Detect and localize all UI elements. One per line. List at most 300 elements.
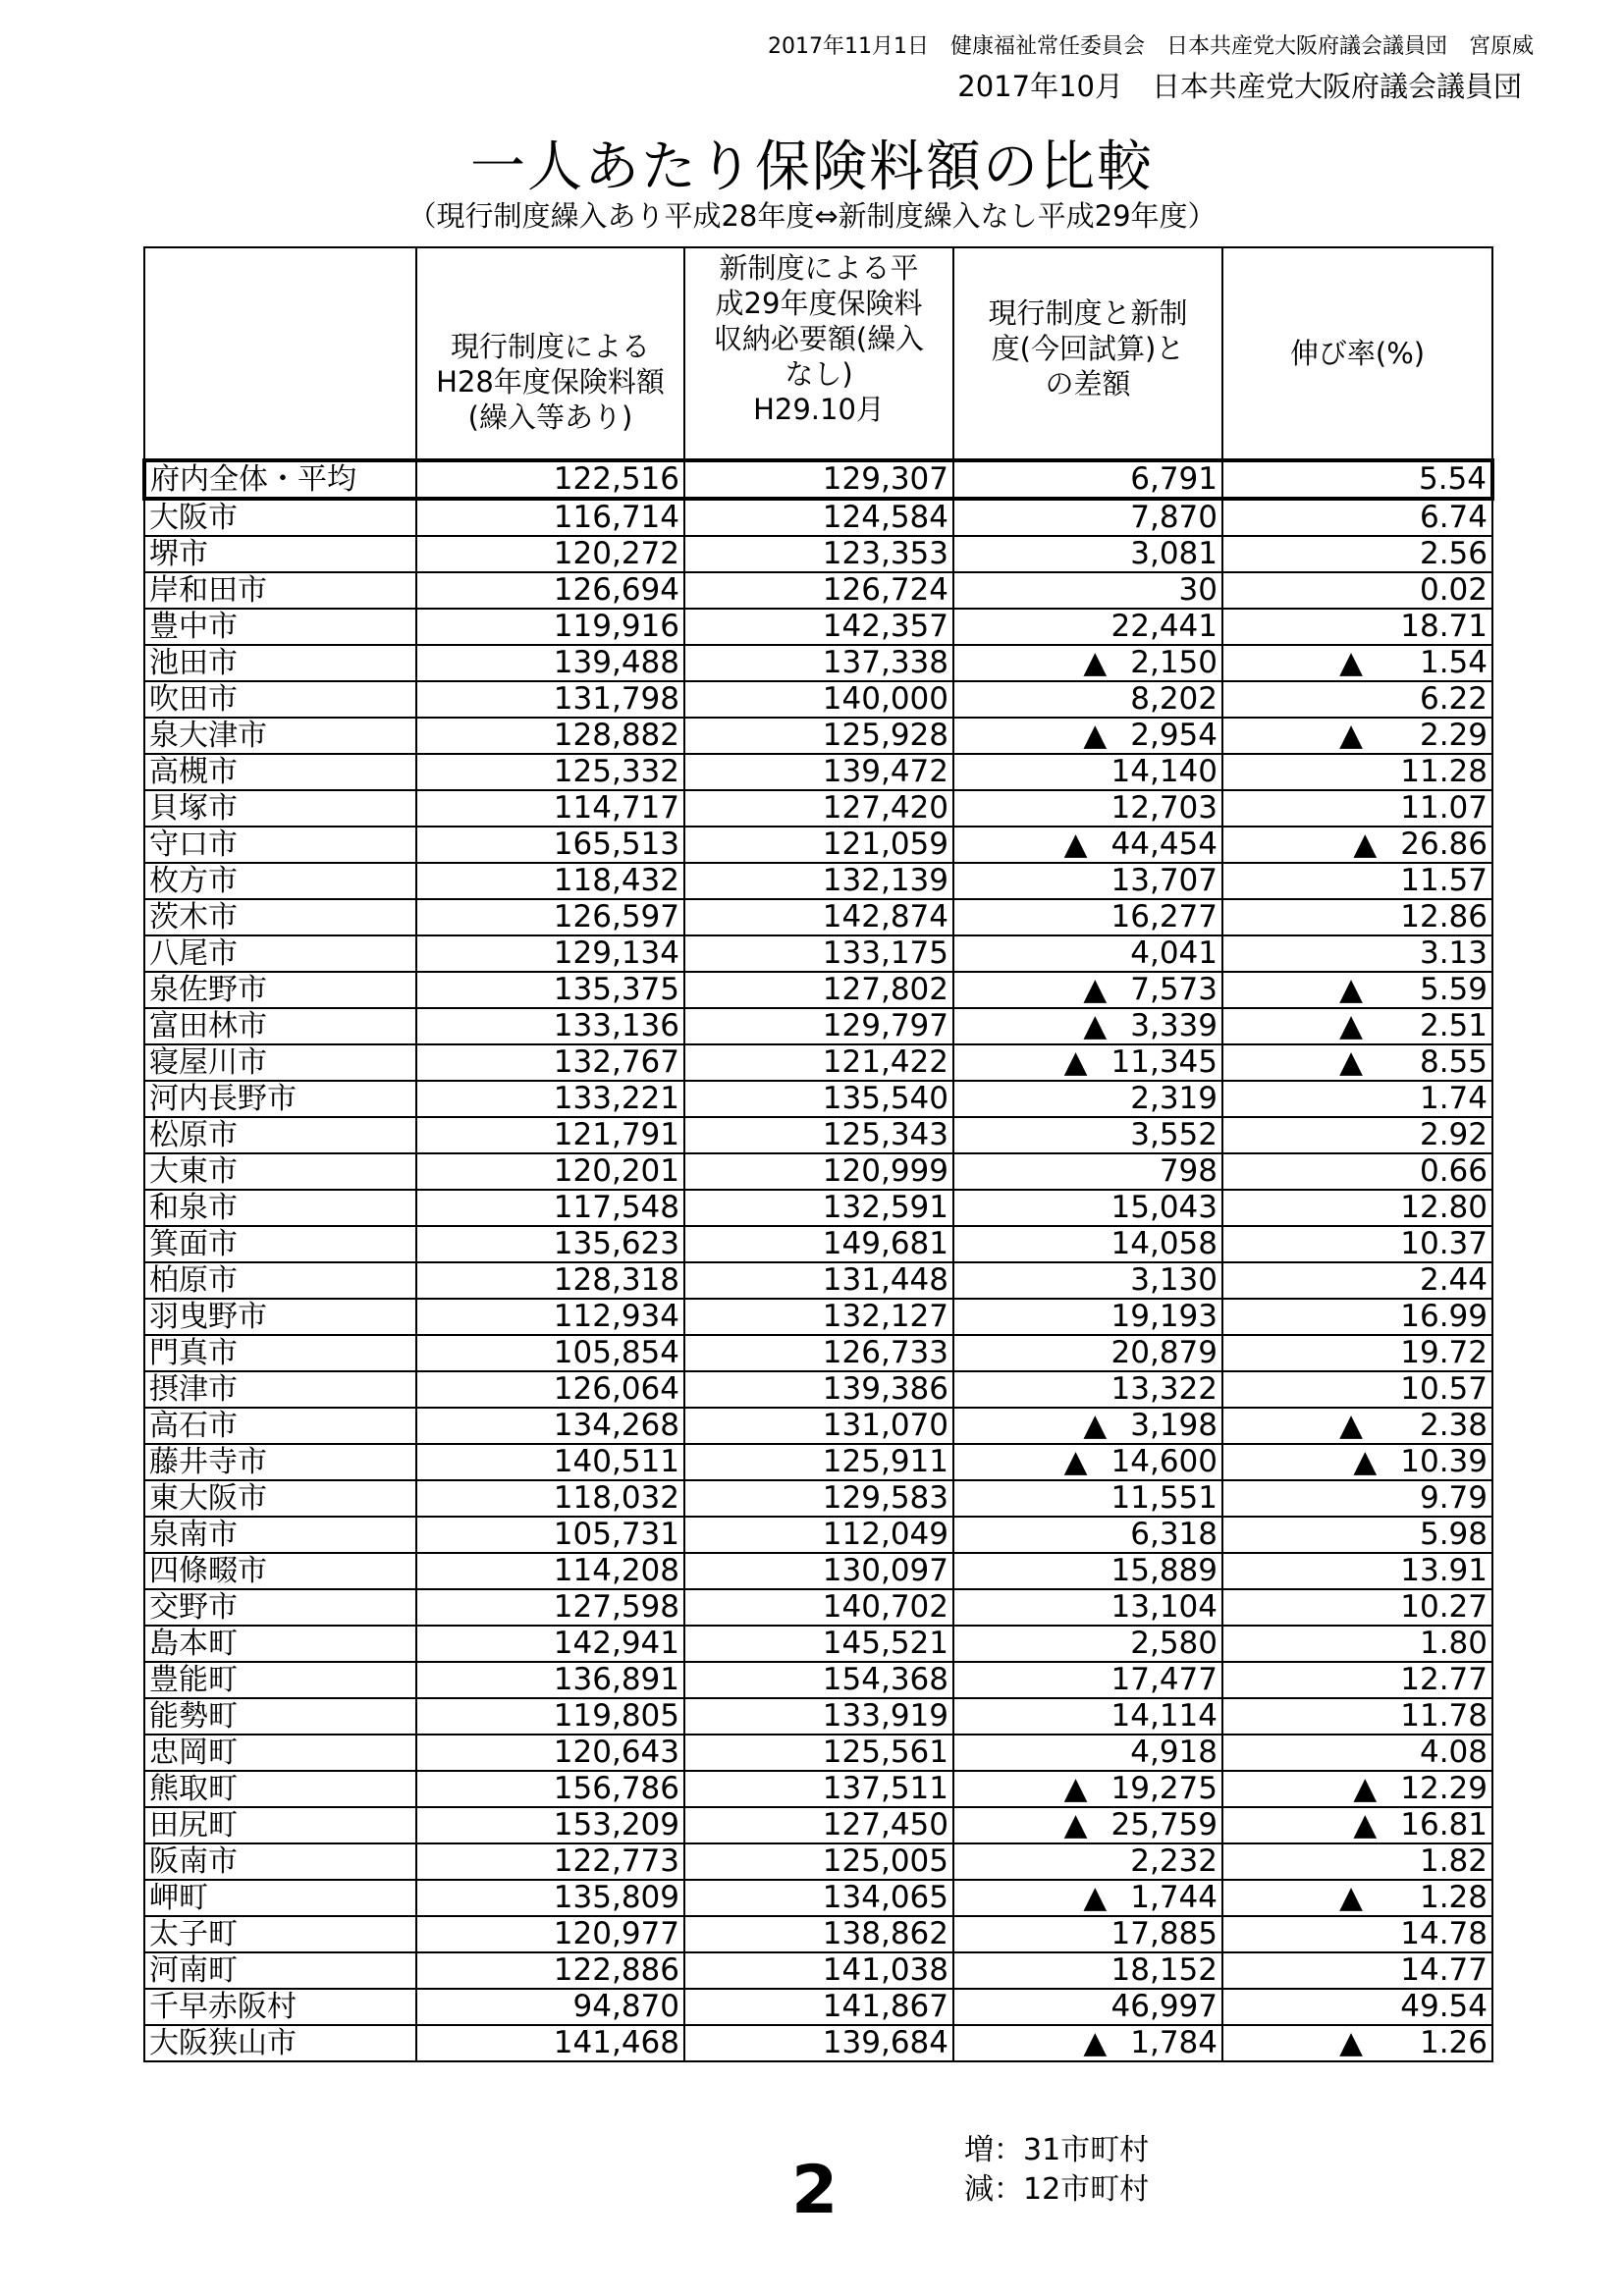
difference-cell: ▲ 2,150 xyxy=(953,645,1222,681)
h29-required-cell: 140,000 xyxy=(684,681,953,718)
growth-rate-cell: 5.54 xyxy=(1222,460,1492,499)
h28-premium-cell: 139,488 xyxy=(416,645,684,681)
municipality-cell: 太子町 xyxy=(144,1916,416,1952)
difference-cell: 14,058 xyxy=(953,1226,1222,1262)
h28-premium-cell: 122,516 xyxy=(416,460,684,499)
h29-required-cell: 125,928 xyxy=(684,718,953,754)
h29-required-cell: 127,802 xyxy=(684,972,953,1008)
h28-premium-cell: 118,032 xyxy=(416,1480,684,1517)
municipality-cell: 交野市 xyxy=(144,1589,416,1626)
growth-rate-cell: 1.74 xyxy=(1222,1081,1492,1117)
table-row xyxy=(144,1662,1492,1698)
meeting-line: 2017年11月1日 健康福祉常任委員会 日本共産党大阪府議会議員団 宮原威 xyxy=(768,34,1534,59)
decrease-triangle-icon: ▲ xyxy=(1353,827,1378,862)
h28-premium-cell: 165,513 xyxy=(416,827,684,863)
growth-rate-cell: ▲ 1.26 xyxy=(1222,2025,1492,2061)
growth-rate-cell: ▲ 12.29 xyxy=(1222,1771,1492,1807)
increase-note: 増：31市町村 xyxy=(964,2133,1150,2167)
h28-premium-cell: 120,977 xyxy=(416,1916,684,1952)
difference-cell: 4,041 xyxy=(953,935,1222,972)
municipality-cell: 門真市 xyxy=(144,1335,416,1371)
h28-premium-cell: 136,891 xyxy=(416,1662,684,1698)
decrease-triangle-icon: ▲ xyxy=(1339,1044,1363,1080)
growth-rate-cell: ▲ 16.81 xyxy=(1222,1807,1492,1843)
difference-cell: 798 xyxy=(953,1153,1222,1190)
difference-cell: ▲ 3,198 xyxy=(953,1408,1222,1444)
table-row xyxy=(144,1408,1492,1444)
table-row xyxy=(144,718,1492,754)
table-row xyxy=(144,499,1492,536)
h29-required-cell: 142,874 xyxy=(684,899,953,935)
table-row xyxy=(144,1444,1492,1480)
table-row xyxy=(144,1081,1492,1117)
table-row xyxy=(144,1044,1492,1081)
difference-cell: ▲ 1,744 xyxy=(953,1880,1222,1916)
h28-premium-cell: 141,468 xyxy=(416,2025,684,2061)
h28-premium-cell: 120,643 xyxy=(416,1735,684,1771)
h29-required-cell: 127,420 xyxy=(684,790,953,827)
growth-rate-cell: 3.13 xyxy=(1222,935,1492,972)
difference-cell: 13,322 xyxy=(953,1371,1222,1408)
h29-required-cell: 137,511 xyxy=(684,1771,953,1807)
growth-rate-cell: 13.91 xyxy=(1222,1553,1492,1589)
growth-rate-cell: 11.78 xyxy=(1222,1698,1492,1735)
growth-rate-cell: ▲ 2.38 xyxy=(1222,1408,1492,1444)
decrease-triangle-icon: ▲ xyxy=(1339,1408,1363,1443)
h28-premium-cell: 119,805 xyxy=(416,1698,684,1735)
municipality-cell: 松原市 xyxy=(144,1117,416,1153)
growth-rate-cell: 1.82 xyxy=(1222,1843,1492,1880)
growth-rate-cell: 6.74 xyxy=(1222,499,1492,536)
growth-rate-cell: 1.80 xyxy=(1222,1626,1492,1662)
h29-required-cell: 129,307 xyxy=(684,460,953,499)
h29-required-cell: 141,038 xyxy=(684,1952,953,1989)
table-row xyxy=(144,645,1492,681)
difference-cell: 6,791 xyxy=(953,460,1222,499)
growth-rate-cell: 0.02 xyxy=(1222,572,1492,609)
growth-rate-cell: ▲ 1.54 xyxy=(1222,645,1492,681)
difference-cell: ▲ 25,759 xyxy=(953,1807,1222,1843)
difference-cell: 3,552 xyxy=(953,1117,1222,1153)
municipality-cell: 池田市 xyxy=(144,645,416,681)
table-row xyxy=(144,1371,1492,1408)
growth-rate-cell: 12.77 xyxy=(1222,1662,1492,1698)
h29-required-cell: 129,797 xyxy=(684,1008,953,1044)
h29-required-cell: 121,059 xyxy=(684,827,953,863)
table-row xyxy=(144,1952,1492,1989)
decrease-triangle-icon: ▲ xyxy=(1083,1008,1108,1043)
h28-premium-cell: 126,597 xyxy=(416,899,684,935)
difference-cell: 14,140 xyxy=(953,754,1222,790)
growth-rate-cell: 12.80 xyxy=(1222,1190,1492,1226)
growth-rate-cell: 11.57 xyxy=(1222,863,1492,899)
difference-cell: ▲ 1,784 xyxy=(953,2025,1222,2061)
h28-premium-cell: 105,731 xyxy=(416,1517,684,1553)
h28-premium-cell: 119,916 xyxy=(416,609,684,645)
municipality-cell: 岬町 xyxy=(144,1880,416,1916)
h29-required-cell: 149,681 xyxy=(684,1226,953,1262)
table-row xyxy=(144,609,1492,645)
municipality-cell: 豊中市 xyxy=(144,609,416,645)
table-row xyxy=(144,935,1492,972)
growth-rate-cell: 0.66 xyxy=(1222,1153,1492,1190)
table-row xyxy=(144,1226,1492,1262)
decrease-triangle-icon: ▲ xyxy=(1083,972,1108,1007)
h29-required-cell: 125,911 xyxy=(684,1444,953,1480)
h29-required-cell: 112,049 xyxy=(684,1517,953,1553)
table-row xyxy=(144,1480,1492,1517)
h29-required-cell: 131,448 xyxy=(684,1262,953,1299)
table-row xyxy=(144,1008,1492,1044)
growth-rate-cell: 16.99 xyxy=(1222,1299,1492,1335)
table-row xyxy=(144,1299,1492,1335)
h28-premium-cell: 117,548 xyxy=(416,1190,684,1226)
decrease-triangle-icon: ▲ xyxy=(1339,2025,1363,2060)
growth-rate-cell: 2.56 xyxy=(1222,536,1492,572)
difference-cell: 46,997 xyxy=(953,1989,1222,2025)
difference-cell: 20,879 xyxy=(953,1335,1222,1371)
h28-premium-cell: 114,208 xyxy=(416,1553,684,1589)
h28-premium-cell: 129,134 xyxy=(416,935,684,972)
decrease-triangle-icon: ▲ xyxy=(1083,2025,1108,2060)
decrease-triangle-icon: ▲ xyxy=(1063,1444,1088,1479)
growth-rate-cell: ▲ 1.28 xyxy=(1222,1880,1492,1916)
h28-premium-cell: 135,375 xyxy=(416,972,684,1008)
growth-rate-cell: ▲ 2.29 xyxy=(1222,718,1492,754)
decrease-triangle-icon: ▲ xyxy=(1353,1807,1378,1842)
difference-cell: 12,703 xyxy=(953,790,1222,827)
h28-premium-cell: 142,941 xyxy=(416,1626,684,1662)
municipality-cell: 茨木市 xyxy=(144,899,416,935)
municipality-cell: 能勢町 xyxy=(144,1698,416,1735)
h28-premium-cell: 125,332 xyxy=(416,754,684,790)
municipality-cell: 大東市 xyxy=(144,1153,416,1190)
municipality-cell: 忠岡町 xyxy=(144,1735,416,1771)
header-h29-required: 新制度による平 成29年度保険料 収納必要額(繰入 なし) H29.10月 xyxy=(684,247,953,460)
h28-premium-cell: 94,870 xyxy=(416,1989,684,2025)
header-municipality xyxy=(144,247,416,460)
difference-cell: 18,152 xyxy=(953,1952,1222,1989)
h29-required-cell: 137,338 xyxy=(684,645,953,681)
table-row xyxy=(144,460,1492,499)
h28-premium-cell: 135,623 xyxy=(416,1226,684,1262)
h29-required-cell: 120,999 xyxy=(684,1153,953,1190)
h29-required-cell: 139,472 xyxy=(684,754,953,790)
h29-required-cell: 140,702 xyxy=(684,1589,953,1626)
table-row xyxy=(144,2025,1492,2061)
decrease-triangle-icon: ▲ xyxy=(1083,718,1108,753)
municipality-cell: 河内長野市 xyxy=(144,1081,416,1117)
h28-premium-cell: 120,201 xyxy=(416,1153,684,1190)
growth-rate-cell: 9.79 xyxy=(1222,1480,1492,1517)
h29-required-cell: 145,521 xyxy=(684,1626,953,1662)
table-row xyxy=(144,899,1492,935)
table-row xyxy=(144,1626,1492,1662)
table-row xyxy=(144,1589,1492,1626)
decrease-triangle-icon: ▲ xyxy=(1083,1880,1108,1915)
h29-required-cell: 142,357 xyxy=(684,609,953,645)
municipality-cell: 泉南市 xyxy=(144,1517,416,1553)
difference-cell: 3,130 xyxy=(953,1262,1222,1299)
decrease-triangle-icon: ▲ xyxy=(1339,1880,1363,1915)
difference-cell: 2,580 xyxy=(953,1626,1222,1662)
difference-cell: 4,918 xyxy=(953,1735,1222,1771)
table-row xyxy=(144,1880,1492,1916)
decrease-triangle-icon: ▲ xyxy=(1063,827,1088,862)
premium-comparison-table xyxy=(142,246,1494,2062)
difference-cell: 13,104 xyxy=(953,1589,1222,1626)
municipality-cell: 堺市 xyxy=(144,536,416,572)
h28-premium-cell: 128,318 xyxy=(416,1262,684,1299)
growth-rate-cell: 10.57 xyxy=(1222,1371,1492,1408)
page-title: 一人あたり保険料額の比較 xyxy=(470,135,1154,199)
municipality-cell: 四條畷市 xyxy=(144,1553,416,1589)
h29-required-cell: 127,450 xyxy=(684,1807,953,1843)
difference-cell: 14,114 xyxy=(953,1698,1222,1735)
h29-required-cell: 125,005 xyxy=(684,1843,953,1880)
growth-rate-cell: ▲ 8.55 xyxy=(1222,1044,1492,1081)
page-subtitle: （現行制度繰入あり平成28年度⇔新制度繰入なし平成29年度） xyxy=(407,199,1217,233)
difference-cell: 19,193 xyxy=(953,1299,1222,1335)
table-row xyxy=(144,827,1492,863)
table-row xyxy=(144,1117,1492,1153)
h29-required-cell: 132,591 xyxy=(684,1190,953,1226)
table-row xyxy=(144,1843,1492,1880)
h28-premium-cell: 112,934 xyxy=(416,1299,684,1335)
difference-cell: 2,319 xyxy=(953,1081,1222,1117)
difference-cell: 8,202 xyxy=(953,681,1222,718)
difference-cell: 6,318 xyxy=(953,1517,1222,1553)
municipality-cell: 泉大津市 xyxy=(144,718,416,754)
growth-rate-cell: 49.54 xyxy=(1222,1989,1492,2025)
growth-rate-cell: 2.44 xyxy=(1222,1262,1492,1299)
h28-premium-cell: 126,064 xyxy=(416,1371,684,1408)
decrease-triangle-icon: ▲ xyxy=(1339,645,1363,680)
difference-cell: 22,441 xyxy=(953,609,1222,645)
municipality-cell: 大阪市 xyxy=(144,499,416,536)
growth-rate-cell: 19.72 xyxy=(1222,1335,1492,1371)
table-row xyxy=(144,754,1492,790)
municipality-cell: 府内全体・平均 xyxy=(144,460,416,499)
table-row xyxy=(144,1190,1492,1226)
municipality-cell: 吹田市 xyxy=(144,681,416,718)
municipality-cell: 貝塚市 xyxy=(144,790,416,827)
difference-cell: 17,477 xyxy=(953,1662,1222,1698)
h28-premium-cell: 134,268 xyxy=(416,1408,684,1444)
h29-required-cell: 134,065 xyxy=(684,1880,953,1916)
decrease-triangle-icon: ▲ xyxy=(1063,1807,1088,1842)
h28-premium-cell: 122,886 xyxy=(416,1952,684,1989)
table-row xyxy=(144,1517,1492,1553)
h29-required-cell: 121,422 xyxy=(684,1044,953,1081)
difference-cell: 11,551 xyxy=(953,1480,1222,1517)
decrease-triangle-icon: ▲ xyxy=(1339,1008,1363,1043)
table-row xyxy=(144,863,1492,899)
h28-premium-cell: 122,773 xyxy=(416,1843,684,1880)
table-row xyxy=(144,790,1492,827)
municipality-cell: 島本町 xyxy=(144,1626,416,1662)
growth-rate-cell: ▲ 5.59 xyxy=(1222,972,1492,1008)
table-row xyxy=(144,572,1492,609)
municipality-cell: 豊能町 xyxy=(144,1662,416,1698)
growth-rate-cell: 6.22 xyxy=(1222,681,1492,718)
growth-rate-cell: ▲ 26.86 xyxy=(1222,827,1492,863)
municipality-cell: 和泉市 xyxy=(144,1190,416,1226)
h28-premium-cell: 127,598 xyxy=(416,1589,684,1626)
difference-cell: ▲ 3,339 xyxy=(953,1008,1222,1044)
h29-required-cell: 133,919 xyxy=(684,1698,953,1735)
h28-premium-cell: 132,767 xyxy=(416,1044,684,1081)
difference-cell: 7,870 xyxy=(953,499,1222,536)
decrease-triangle-icon: ▲ xyxy=(1063,1044,1088,1080)
growth-rate-cell: 14.78 xyxy=(1222,1916,1492,1952)
h29-required-cell: 138,862 xyxy=(684,1916,953,1952)
growth-rate-cell: ▲ 10.39 xyxy=(1222,1444,1492,1480)
municipality-cell: 摂津市 xyxy=(144,1371,416,1408)
difference-cell: ▲ 7,573 xyxy=(953,972,1222,1008)
municipality-cell: 藤井寺市 xyxy=(144,1444,416,1480)
organization-line: 2017年10月 日本共産党大阪府議会議員団 xyxy=(957,70,1522,103)
h29-required-cell: 139,386 xyxy=(684,1371,953,1408)
table-row xyxy=(144,1916,1492,1952)
difference-cell: 30 xyxy=(953,572,1222,609)
difference-cell: ▲ 11,345 xyxy=(953,1044,1222,1081)
municipality-cell: 箕面市 xyxy=(144,1226,416,1262)
h28-premium-cell: 156,786 xyxy=(416,1771,684,1807)
h29-required-cell: 135,540 xyxy=(684,1081,953,1117)
municipality-cell: 高石市 xyxy=(144,1408,416,1444)
growth-rate-cell: 18.71 xyxy=(1222,609,1492,645)
growth-rate-cell: 10.27 xyxy=(1222,1589,1492,1626)
h29-required-cell: 124,584 xyxy=(684,499,953,536)
growth-rate-cell: 11.07 xyxy=(1222,790,1492,827)
growth-rate-cell: 10.37 xyxy=(1222,1226,1492,1262)
difference-cell: 3,081 xyxy=(953,536,1222,572)
table-row xyxy=(144,1553,1492,1589)
h28-premium-cell: 153,209 xyxy=(416,1807,684,1843)
h28-premium-cell: 133,221 xyxy=(416,1081,684,1117)
h28-premium-cell: 118,432 xyxy=(416,863,684,899)
h29-required-cell: 126,733 xyxy=(684,1335,953,1371)
table-row xyxy=(144,1771,1492,1807)
growth-rate-cell: 5.98 xyxy=(1222,1517,1492,1553)
table-row xyxy=(144,1989,1492,2025)
decrease-triangle-icon: ▲ xyxy=(1353,1771,1378,1806)
table-row xyxy=(144,1153,1492,1190)
page-number: 2 xyxy=(791,2152,839,2229)
h29-required-cell: 131,070 xyxy=(684,1408,953,1444)
h28-premium-cell: 121,791 xyxy=(416,1117,684,1153)
difference-cell: ▲ 14,600 xyxy=(953,1444,1222,1480)
difference-cell: 2,232 xyxy=(953,1843,1222,1880)
municipality-cell: 高槻市 xyxy=(144,754,416,790)
h29-required-cell: 139,684 xyxy=(684,2025,953,2061)
growth-rate-cell: 4.08 xyxy=(1222,1735,1492,1771)
table-row xyxy=(144,1335,1492,1371)
decrease-triangle-icon: ▲ xyxy=(1083,1408,1108,1443)
difference-cell: 16,277 xyxy=(953,899,1222,935)
municipality-cell: 柏原市 xyxy=(144,1262,416,1299)
municipality-cell: 河南町 xyxy=(144,1952,416,1989)
municipality-cell: 東大阪市 xyxy=(144,1480,416,1517)
h28-premium-cell: 114,717 xyxy=(416,790,684,827)
h29-required-cell: 154,368 xyxy=(684,1662,953,1698)
growth-rate-cell: 12.86 xyxy=(1222,899,1492,935)
table-row xyxy=(144,1735,1492,1771)
h29-required-cell: 132,127 xyxy=(684,1299,953,1335)
h28-premium-cell: 116,714 xyxy=(416,499,684,536)
table-body xyxy=(144,460,1492,2061)
decrease-triangle-icon: ▲ xyxy=(1083,645,1108,680)
municipality-cell: 泉佐野市 xyxy=(144,972,416,1008)
h29-required-cell: 129,583 xyxy=(684,1480,953,1517)
municipality-cell: 八尾市 xyxy=(144,935,416,972)
municipality-cell: 富田林市 xyxy=(144,1008,416,1044)
table-row xyxy=(144,536,1492,572)
table-row xyxy=(144,681,1492,718)
header-row xyxy=(144,247,1492,460)
growth-rate-cell: 2.92 xyxy=(1222,1117,1492,1153)
h28-premium-cell: 128,882 xyxy=(416,718,684,754)
h29-required-cell: 125,343 xyxy=(684,1117,953,1153)
table-row xyxy=(144,1698,1492,1735)
h28-premium-cell: 126,694 xyxy=(416,572,684,609)
h29-required-cell: 130,097 xyxy=(684,1553,953,1589)
h29-required-cell: 132,139 xyxy=(684,863,953,899)
table-row xyxy=(144,972,1492,1008)
municipality-cell: 寝屋川市 xyxy=(144,1044,416,1081)
difference-cell: ▲ 19,275 xyxy=(953,1771,1222,1807)
decrease-note: 減：12市町村 xyxy=(964,2172,1150,2207)
header-difference: 現行制度と新制 度(今回試算)と の差額 xyxy=(953,247,1222,460)
growth-rate-cell: 14.77 xyxy=(1222,1952,1492,1989)
municipality-cell: 千早赤阪村 xyxy=(144,1989,416,2025)
growth-rate-cell: 11.28 xyxy=(1222,754,1492,790)
decrease-triangle-icon: ▲ xyxy=(1339,972,1363,1007)
municipality-cell: 大阪狭山市 xyxy=(144,2025,416,2061)
h28-premium-cell: 131,798 xyxy=(416,681,684,718)
h28-premium-cell: 120,272 xyxy=(416,536,684,572)
table-row xyxy=(144,1807,1492,1843)
h28-premium-cell: 133,136 xyxy=(416,1008,684,1044)
municipality-cell: 田尻町 xyxy=(144,1807,416,1843)
table-row xyxy=(144,1262,1492,1299)
difference-cell: 15,043 xyxy=(953,1190,1222,1226)
h29-required-cell: 123,353 xyxy=(684,536,953,572)
difference-cell: ▲ 44,454 xyxy=(953,827,1222,863)
h29-required-cell: 141,867 xyxy=(684,1989,953,2025)
difference-cell: 15,889 xyxy=(953,1553,1222,1589)
h28-premium-cell: 140,511 xyxy=(416,1444,684,1480)
h29-required-cell: 133,175 xyxy=(684,935,953,972)
header-growth-rate: 伸び率(%) xyxy=(1222,247,1492,460)
decrease-triangle-icon: ▲ xyxy=(1339,718,1363,753)
h28-premium-cell: 105,854 xyxy=(416,1335,684,1371)
difference-cell: 13,707 xyxy=(953,863,1222,899)
h29-required-cell: 125,561 xyxy=(684,1735,953,1771)
municipality-cell: 枚方市 xyxy=(144,863,416,899)
h29-required-cell: 126,724 xyxy=(684,572,953,609)
header-h28-premium: 現行制度による H28年度保険料額 (繰入等あり) xyxy=(416,247,684,460)
decrease-triangle-icon: ▲ xyxy=(1063,1771,1088,1806)
difference-cell: 17,885 xyxy=(953,1916,1222,1952)
municipality-cell: 阪南市 xyxy=(144,1843,416,1880)
growth-rate-cell: ▲ 2.51 xyxy=(1222,1008,1492,1044)
difference-cell: ▲ 2,954 xyxy=(953,718,1222,754)
municipality-cell: 岸和田市 xyxy=(144,572,416,609)
decrease-triangle-icon: ▲ xyxy=(1353,1444,1378,1479)
municipality-cell: 熊取町 xyxy=(144,1771,416,1807)
